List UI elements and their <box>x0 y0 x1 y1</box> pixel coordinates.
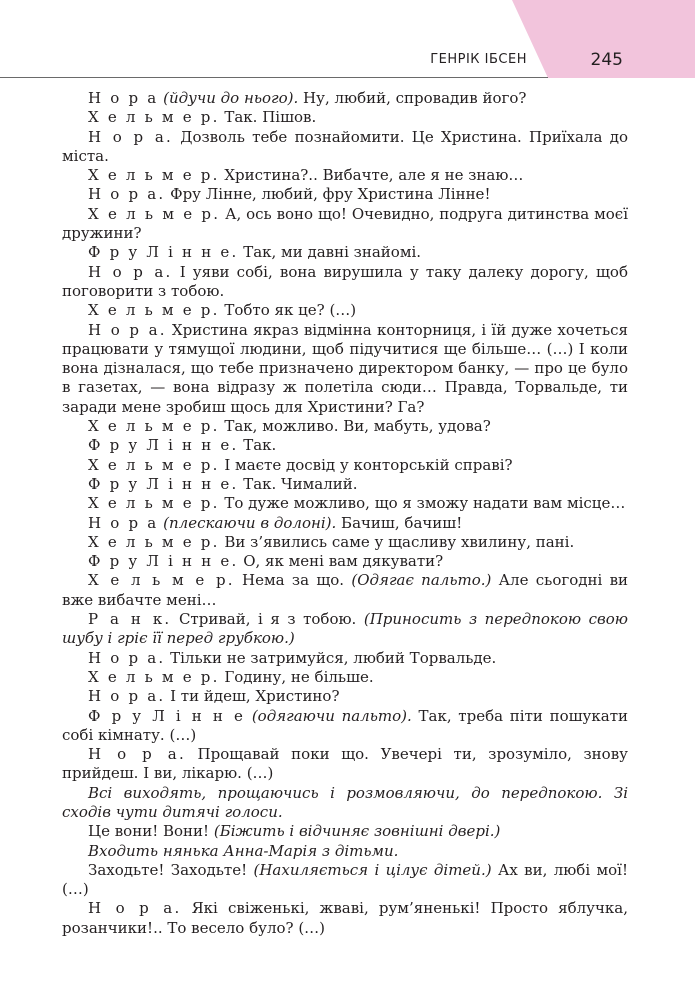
dialogue-paragraph <box>62 243 628 262</box>
speaker-name: Х е л ь м е р. <box>88 166 220 185</box>
stage-direction: (одягаючи пальто). <box>251 706 412 725</box>
dialogue-text: Так. Чималий. <box>238 474 358 493</box>
speaker-name: Н о р а. <box>88 648 166 667</box>
dialogue-paragraph <box>62 263 628 302</box>
dialogue-paragraph <box>62 571 628 610</box>
speaker-name: Х е л ь м е р. <box>88 108 220 127</box>
dialogue-text: Дозволь тебе познайомити. Це Христина. Приїхала до міста. <box>62 127 628 165</box>
dialogue-paragraph <box>62 108 628 127</box>
dialogue-text: Так, можливо. Ви, мабуть, удова? <box>219 417 491 436</box>
dialogue-text: Бачиш, бачиш! <box>336 513 463 532</box>
dialogue-text: Так, ми давні знайомі. <box>238 243 422 262</box>
speaker-name: Ф р у Л і н н е. <box>88 436 239 455</box>
dialogue-paragraph <box>62 205 628 244</box>
dialogue-paragraph <box>62 668 628 687</box>
dialogue-paragraph <box>62 301 628 320</box>
stage-direction: Всі виходять, прощаючись і розмовляючи, до передпокою. Зі сходів чути дитячі голоси. <box>62 783 628 821</box>
dialogue-paragraph <box>62 436 628 455</box>
speaker-name: Х е л ь м е р. <box>88 532 220 551</box>
speaker-name: Ф р у Л і н н е. <box>88 243 239 262</box>
stage-direction: Входить нянька Анна-Марія з дітьми. <box>88 841 399 860</box>
speaker-name: Ф р у Л і н н е. <box>88 552 239 571</box>
speaker-name: Х е л ь м е р. <box>88 455 220 474</box>
dialogue-text: Христина якраз відмінна конторниця, і їй дуже хочеться працювати у тямущої людини, щоб підучитися ще більше… (…) І коли вона дізналася, що тебе призначено директором банку, — про це було в газетах, — вона відразу ж полетіла сюди… Правда, Торвальде, ти заради мене зробиш щось для Христини? Га? <box>62 320 628 416</box>
running-header-author: ГЕНРІК ІБСЕН <box>430 52 527 67</box>
dialogue-paragraph <box>62 707 628 746</box>
dialogue-text: А, ось воно що! Очевидно, подруга дитинства моєї дружини? <box>62 204 629 243</box>
speaker-name: Н о р а. <box>88 687 166 706</box>
speaker-name: Н о р а. <box>88 745 186 764</box>
dialogue-paragraph <box>62 321 628 417</box>
dialogue-text: Прощавай поки що. Увечері ти, зрозуміло, знову прийдеш. І ви, лікарю. (…) <box>62 745 628 783</box>
dialogue-text: Ви з’явились саме у щасливу хвилину, пані. <box>219 532 575 551</box>
speaker-name: Х е л ь м е р. <box>88 667 220 686</box>
stage-direction: (Одягає пальто.) <box>351 571 492 590</box>
dialogue-text: О, як мені вам дякувати? <box>238 552 444 571</box>
stage-direction: (Приносить з передпокою свою шубу і гріє її перед грубкою.) <box>62 610 628 648</box>
dialogue-text: Нема за що. <box>234 571 352 590</box>
dialogue-text: Так, треба піти пошукати собі кімнату. (…) <box>62 706 628 744</box>
speaker-name: Х е л ь м е р. <box>88 301 220 320</box>
dialogue-paragraph <box>62 687 628 706</box>
speaker-name: Н о р а. <box>88 127 173 146</box>
dialogue-paragraph <box>62 533 628 552</box>
dialogue-paragraph <box>62 784 628 823</box>
dialogue-text: Фру Лінне, любий, фру Христина Лінне! <box>165 185 491 204</box>
speaker-name: Н о р а. <box>88 899 182 918</box>
speaker-name: Ф р у Л і н н е <box>88 706 246 725</box>
speaker-name: Ф р у Л і н н е. <box>88 474 239 493</box>
dialogue-text: Які свіженькі, жваві, рум’яненькі! Просто яблучка, розанчики!.. То весело було? (…) <box>62 899 628 937</box>
dialogue-paragraph <box>62 610 628 649</box>
dialogue-paragraph <box>62 552 628 571</box>
speaker-name: Х е л ь м е р. <box>88 417 220 436</box>
dialogue-text: Так. <box>238 436 277 455</box>
dialogue-paragraph <box>62 185 628 204</box>
dialogue-text: Заходьте! Заходьте! <box>88 860 254 879</box>
dialogue-paragraph <box>62 417 628 436</box>
speaker-name: Н о р а <box>88 513 159 532</box>
play-text <box>62 89 628 938</box>
dialogue-text: Але сьогодні ви вже вибачте мені… <box>62 571 629 609</box>
speaker-name: Р а н к. <box>88 610 172 629</box>
dialogue-text: І ти йдеш, Христино? <box>165 687 340 706</box>
dialogue-paragraph <box>62 494 628 513</box>
dialogue-text: То дуже можливо, що я зможу надати вам місце… <box>219 494 626 513</box>
dialogue-text: І уяви собі, вона вирушила у таку далеку дорогу, щоб поговорити з тобою. <box>62 262 628 300</box>
dialogue-text: Це вони! Вони! <box>88 822 214 841</box>
stage-direction: (Біжить і відчиняє зовнішні двері.) <box>213 822 501 841</box>
speaker-name: Х е л ь м е р. <box>88 494 220 513</box>
dialogue-text: Ах ви, любі мої! (…) <box>62 860 629 899</box>
dialogue-text: Христина?.. Вибачте, але я не знаю… <box>219 166 524 185</box>
dialogue-paragraph <box>62 822 628 841</box>
speaker-name: Н о р а <box>88 89 159 107</box>
header-rule <box>0 77 548 78</box>
dialogue-paragraph <box>62 456 628 475</box>
dialogue-paragraph <box>62 649 628 668</box>
speaker-name: Н о р а. <box>88 262 173 281</box>
speaker-name: Н о р а. <box>88 185 166 204</box>
stage-direction: (Нахиляється і цілує дітей.) <box>253 860 492 879</box>
dialogue-text: Годину, не більше. <box>219 667 374 686</box>
dialogue-paragraph <box>62 514 628 533</box>
speaker-name: Н о р а. <box>88 320 167 339</box>
dialogue-paragraph <box>62 861 628 900</box>
dialogue-paragraph <box>62 475 628 494</box>
stage-direction: (йдучи до нього). <box>163 89 299 107</box>
dialogue-paragraph <box>62 128 628 167</box>
dialogue-text: Так. Пішов. <box>219 108 317 127</box>
dialogue-paragraph <box>62 842 628 861</box>
dialogue-paragraph <box>62 89 628 108</box>
dialogue-paragraph <box>62 166 628 185</box>
dialogue-text <box>245 707 252 725</box>
speaker-name: Х е л ь м е р. <box>88 204 221 223</box>
dialogue-text: Стривай, і я з тобою. <box>171 610 364 629</box>
dialogue-text: Тільки не затримуйся, любий Торвальде. <box>165 648 497 667</box>
dialogue-paragraph <box>62 899 628 938</box>
stage-direction: (плескаючи в долоні). <box>163 513 337 532</box>
dialogue-text: І маєте досвід у конторській справі? <box>219 455 513 474</box>
page-number: 245 <box>590 50 623 70</box>
dialogue-paragraph <box>62 745 628 784</box>
dialogue-text: Тобто як це? (…) <box>219 301 357 320</box>
speaker-name: Х е л ь м е р. <box>88 571 235 590</box>
dialogue-text: Ну, любий, спровадив його? <box>298 89 527 107</box>
